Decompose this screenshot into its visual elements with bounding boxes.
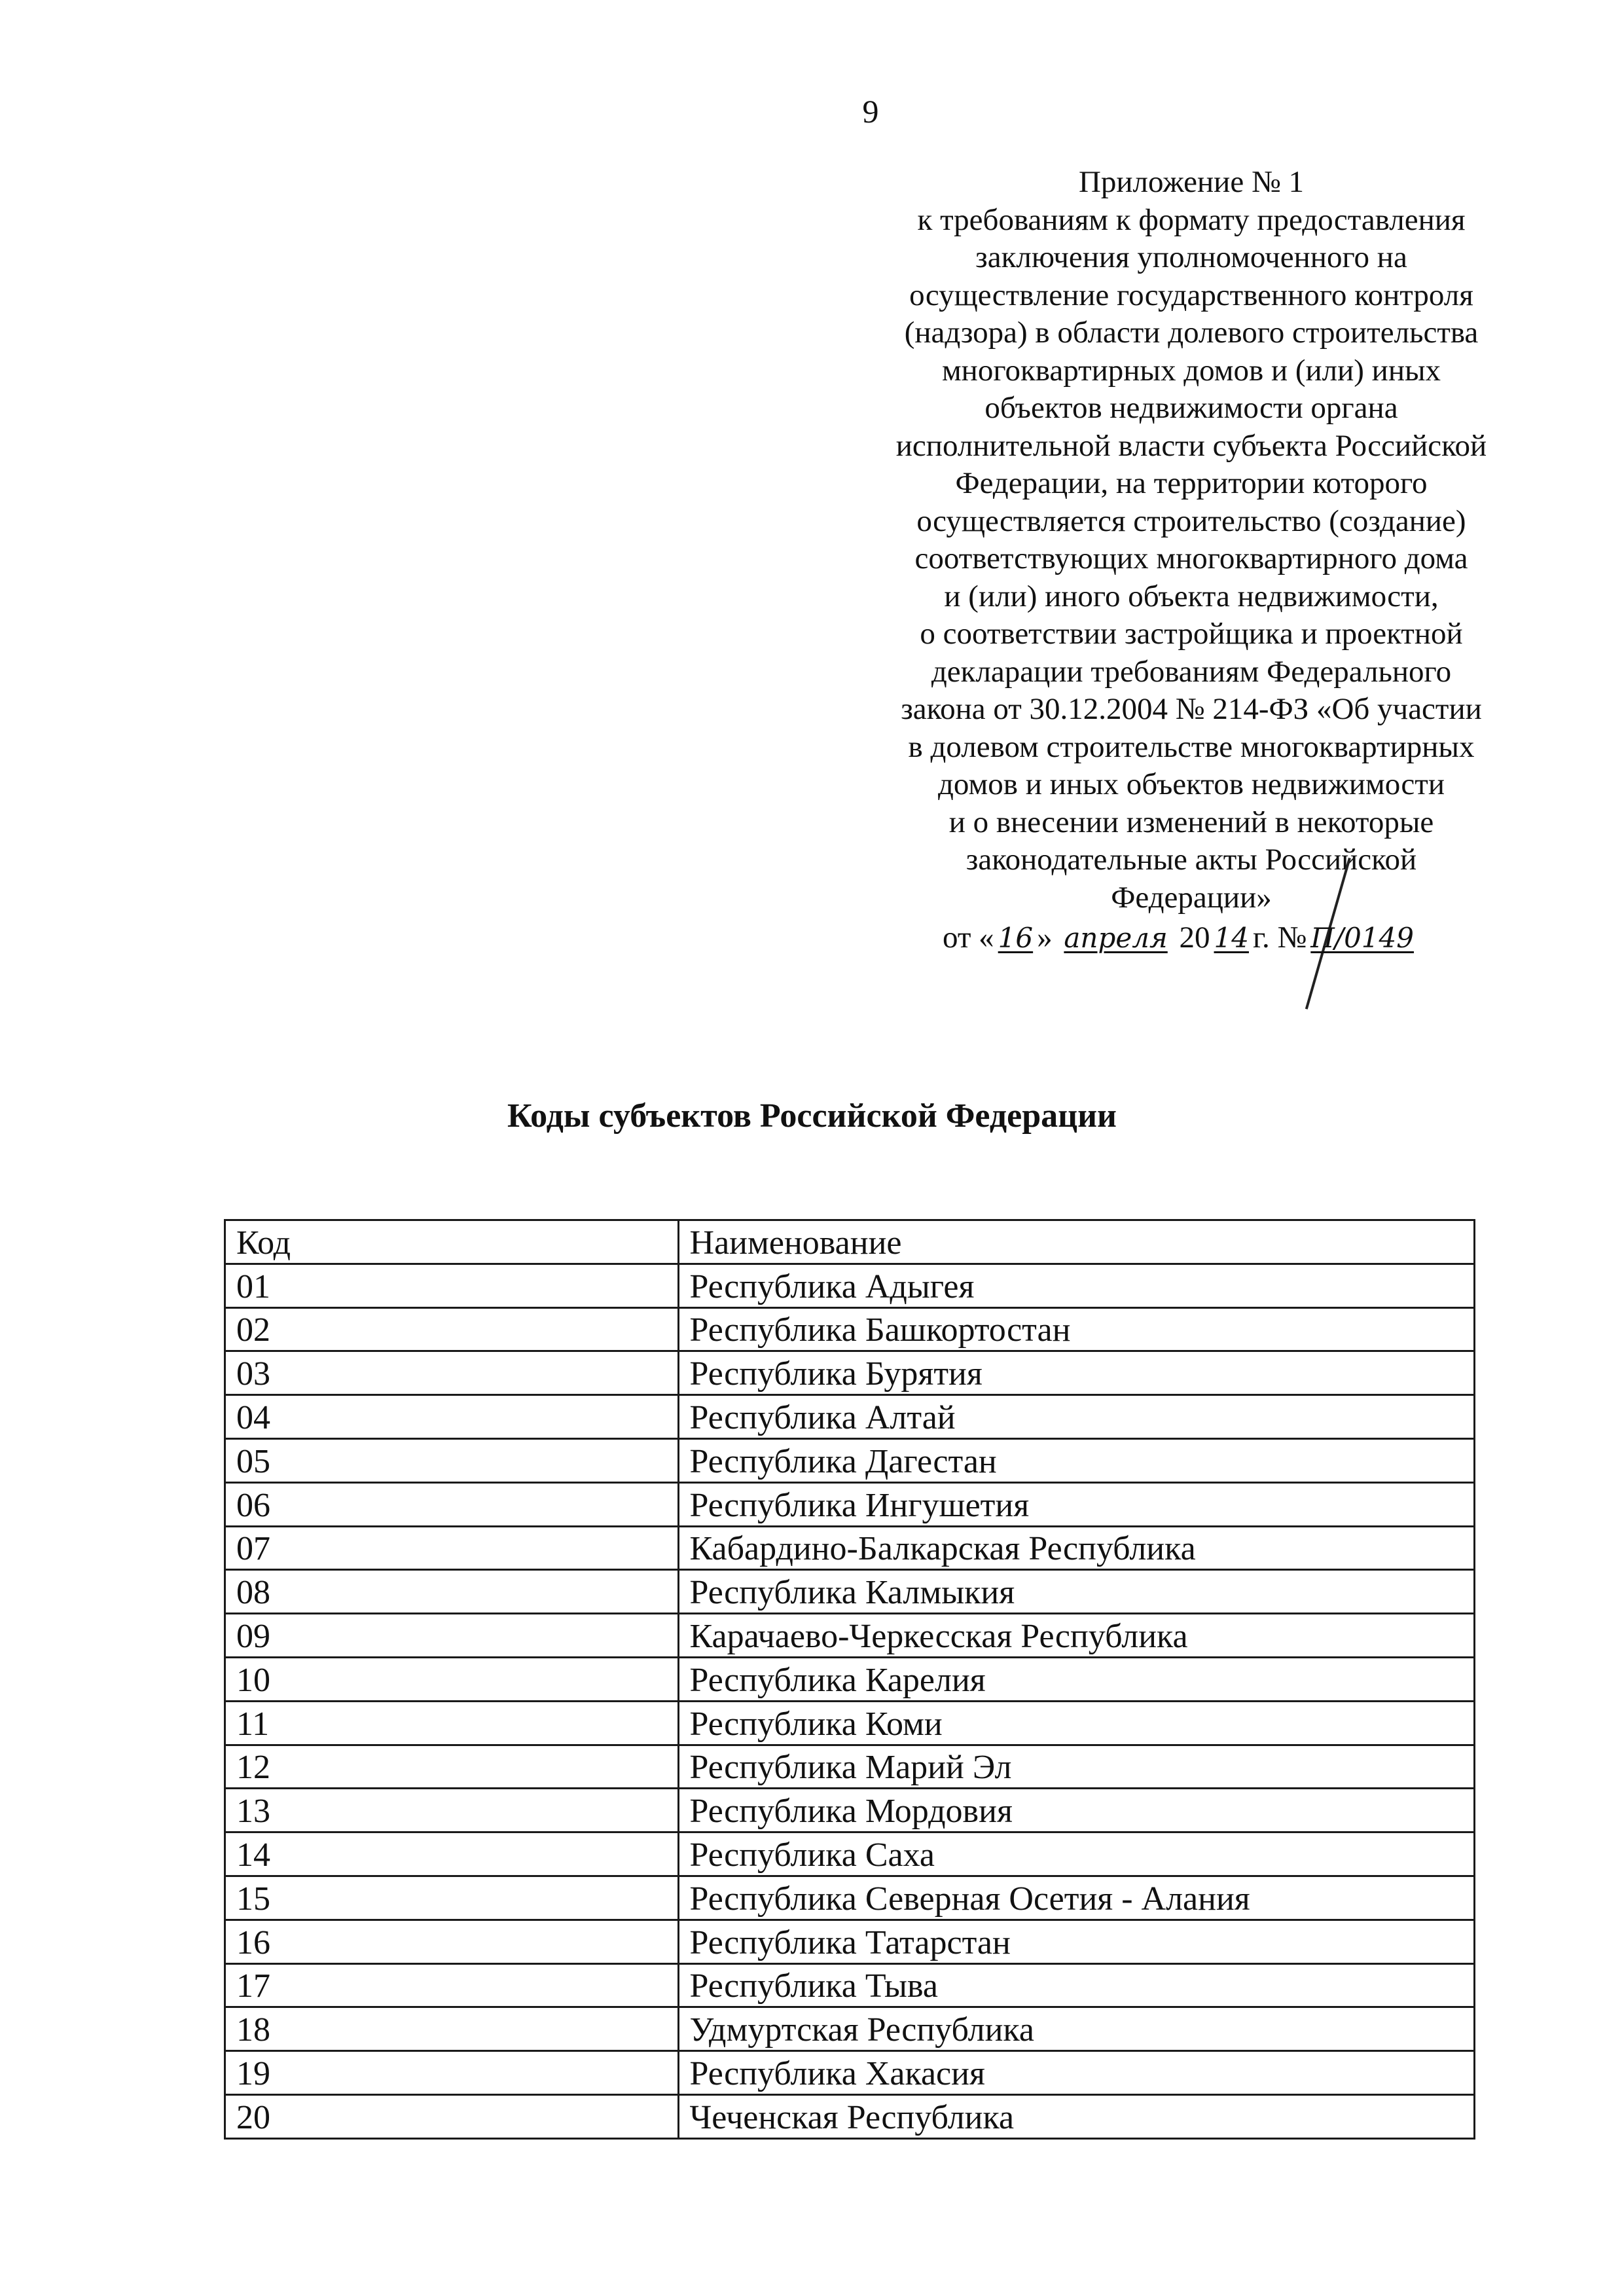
region-name-cell: Республика Башкортостан: [678, 1307, 1474, 1351]
appendix-line: Приложение № 1: [1078, 165, 1305, 199]
table-row: [225, 1438, 1475, 1482]
appendix-line: осуществление государственного контроля: [909, 278, 1473, 312]
region-name-cell: Республика Карелия: [678, 1657, 1474, 1701]
table-row: [225, 1482, 1475, 1526]
region-name-cell: Республика Бурятия: [678, 1351, 1474, 1395]
region-name-cell: Республика Адыгея: [678, 1264, 1474, 1307]
appendix-line: Федерации, на территории которого: [955, 466, 1428, 500]
appendix-line: законодательные акты Российской: [965, 843, 1417, 877]
table-row: [225, 2051, 1475, 2095]
table-row: [225, 1701, 1475, 1745]
region-code-cell: 16: [225, 1920, 679, 1963]
table-row: [225, 2007, 1475, 2051]
appendix-line: многоквартирных домов и (или) иных: [941, 353, 1441, 388]
region-name-cell: Республика Татарстан: [678, 1920, 1474, 1963]
table-row: [225, 1876, 1475, 1920]
region-name-cell: Республика Саха: [678, 1832, 1474, 1876]
date-mid: »: [1037, 920, 1053, 955]
region-code-cell: 20: [225, 2094, 679, 2138]
region-code-cell: 03: [225, 1351, 679, 1395]
page-title: Коды субъектов Российской Федерации: [507, 1097, 1117, 1135]
region-name-cell: Республика Коми: [678, 1701, 1474, 1745]
region-code-cell: 19: [225, 2051, 679, 2095]
document-number-prefix: г. №: [1252, 920, 1307, 955]
appendix-line: и (или) иного объекта недвижимости,: [944, 579, 1439, 613]
date-month: апреля: [1064, 922, 1168, 954]
region-name-cell: Кабардино-Балкарская Республика: [678, 1526, 1474, 1570]
column-header-name: Наименование: [678, 1220, 1474, 1264]
appendix-header: [857, 164, 1525, 917]
appendix-line: декларации требованиям Федерального: [931, 654, 1452, 689]
region-name-cell: Республика Мордовия: [678, 1789, 1474, 1832]
appendix-line: к требованиям к формату предоставления: [917, 202, 1466, 237]
table-row: [225, 1264, 1475, 1307]
table-row: [225, 1570, 1475, 1614]
date-day: 16: [998, 922, 1034, 954]
region-codes-table: [224, 1219, 1475, 2140]
region-code-cell: 05: [225, 1438, 679, 1482]
region-code-cell: 10: [225, 1657, 679, 1701]
table-row: [225, 1789, 1475, 1832]
date-year-prefix: 20: [1179, 920, 1210, 955]
region-name-cell: Республика Ингушетия: [678, 1482, 1474, 1526]
region-code-cell: 04: [225, 1395, 679, 1439]
region-code-cell: 17: [225, 1963, 679, 2007]
appendix-line: (надзора) в области долевого строительства: [904, 316, 1479, 350]
region-code-cell: 18: [225, 2007, 679, 2051]
table-row: [225, 2094, 1475, 2138]
appendix-line: объектов недвижимости органа: [984, 391, 1398, 425]
table-header-row: [225, 1220, 1475, 1264]
region-code-cell: 14: [225, 1832, 679, 1876]
region-name-cell: Чеченская Республика: [678, 2094, 1474, 2138]
region-name-cell: Удмуртская Республика: [678, 2007, 1474, 2051]
appendix-line: о соответствии застройщика и проектной: [920, 617, 1463, 651]
table-row: [225, 1745, 1475, 1789]
date-year-suffix: 14: [1214, 922, 1249, 954]
appendix-line: и о внесении изменений в некоторые: [948, 805, 1434, 839]
region-code-cell: 07: [225, 1526, 679, 1570]
table-row: [225, 1832, 1475, 1876]
table-row: [225, 1920, 1475, 1963]
region-code-cell: 08: [225, 1570, 679, 1614]
region-name-cell: Республика Северная Осетия - Алания: [678, 1876, 1474, 1920]
appendix-line: в долевом строительстве многоквартирных: [908, 729, 1475, 764]
table-row: [225, 1395, 1475, 1439]
column-header-code: Код: [225, 1220, 679, 1264]
region-code-cell: 13: [225, 1789, 679, 1832]
table-row: [225, 1963, 1475, 2007]
region-code-cell: 06: [225, 1482, 679, 1526]
table-row: [225, 1657, 1475, 1701]
region-name-cell: Республика Марий Эл: [678, 1745, 1474, 1789]
region-name-cell: Республика Алтай: [678, 1395, 1474, 1439]
region-code-cell: 11: [225, 1701, 679, 1745]
table-row: [225, 1526, 1475, 1570]
region-code-cell: 12: [225, 1745, 679, 1789]
table-row: [225, 1614, 1475, 1658]
region-name-cell: Республика Хакасия: [678, 2051, 1474, 2095]
region-code-cell: 15: [225, 1876, 679, 1920]
region-name-cell: Республика Калмыкия: [678, 1570, 1474, 1614]
region-name-cell: Карачаево-Черкесская Республика: [678, 1614, 1474, 1658]
region-name-cell: Республика Тыва: [678, 1963, 1474, 2007]
region-name-cell: Республика Дагестан: [678, 1438, 1474, 1482]
document-date-line: [943, 918, 1418, 958]
appendix-line: закона от 30.12.2004 № 214-ФЗ «Об участии: [901, 692, 1482, 726]
region-code-cell: 09: [225, 1614, 679, 1658]
appendix-line: исполнительной власти субъекта Российской: [895, 428, 1487, 463]
appendix-line: Федерации»: [1111, 880, 1272, 915]
appendix-line: домов и иных объектов недвижимости: [938, 767, 1445, 801]
page-number: 9: [862, 93, 879, 130]
region-code-cell: 02: [225, 1307, 679, 1351]
document-number: П/0149: [1310, 922, 1414, 954]
table-row: [225, 1307, 1475, 1351]
appendix-line: заключения уполномоченного на: [975, 240, 1407, 274]
region-code-cell: 01: [225, 1264, 679, 1307]
date-prefix: от «: [943, 920, 994, 955]
appendix-line: осуществляется строительство (создание): [916, 503, 1466, 538]
appendix-line: соответствующих многоквартирного дома: [914, 541, 1468, 575]
table-row: [225, 1351, 1475, 1395]
